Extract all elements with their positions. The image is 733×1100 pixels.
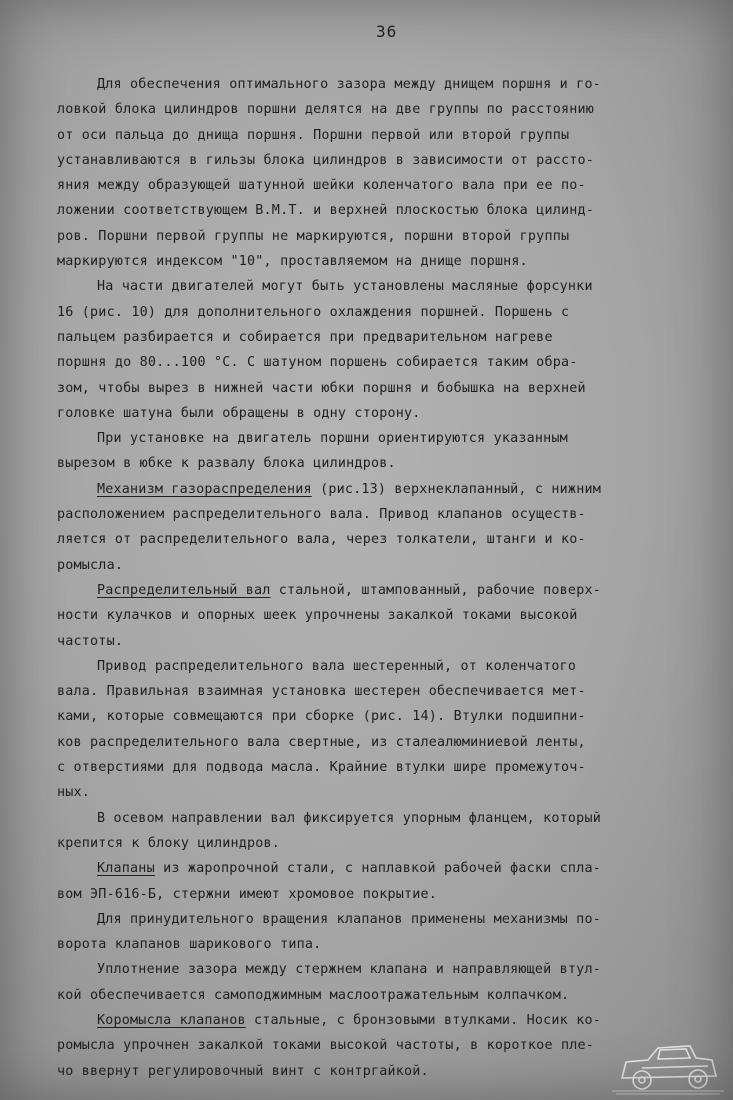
- text-line: [57, 123, 705, 148]
- line-text: пальцем разбирается и собирается при предварительном нагреве: [57, 329, 553, 345]
- text-line: [57, 957, 705, 982]
- paragraph: [57, 957, 705, 1008]
- paragraph: [57, 806, 705, 857]
- text-line: [57, 704, 705, 729]
- text-line: [57, 173, 705, 198]
- line-text: расположением распределительного вала. Привод клапанов осуществ-: [57, 507, 586, 523]
- paragraph: [57, 426, 705, 477]
- line-text: Для принудительного вращения клапанов применены механизмы по-: [97, 911, 601, 927]
- text-line: [57, 224, 705, 249]
- text-line: [57, 401, 705, 426]
- text-line: [57, 148, 705, 173]
- line-text: В осевом направлении вал фиксируется упорным фланцем, который: [97, 810, 601, 826]
- text-line: [57, 97, 705, 122]
- line-text: частоты.: [57, 633, 124, 649]
- text-line: [57, 603, 705, 628]
- text-line: [57, 1008, 705, 1033]
- line-text: ромысла.: [57, 557, 124, 573]
- text-line: [57, 198, 705, 223]
- text-line: [57, 730, 705, 755]
- text-line: [57, 629, 705, 654]
- line-text: чо ввернут регулировочный винт с контргайкой.: [57, 1063, 429, 1079]
- line-text: крепится к блоку цилиндров.: [57, 835, 281, 851]
- body-text: [57, 72, 705, 1084]
- paragraph: [57, 654, 705, 806]
- line-text: головке шатуна были обращены в одну сторону.: [57, 405, 421, 421]
- line-text: ков распределительного вала свертные, из сталеалюминиевой ленты,: [57, 734, 586, 750]
- line-text: ворота клапанов шарикового типа.: [57, 937, 322, 953]
- text-line: [57, 553, 705, 578]
- text-line: [57, 350, 705, 375]
- line-text: маркируются индексом "10", проставляемом на днище поршня.: [57, 254, 528, 270]
- text-line: [57, 325, 705, 350]
- text-line: [57, 274, 705, 299]
- line-text: Для обеспечения оптимального зазора между днищем поршня и го-: [97, 77, 601, 92]
- text-line: [57, 376, 705, 401]
- line-text: устанавливаются в гильзы блока цилиндров в зависимости от рассто-: [57, 152, 595, 168]
- text-line: [57, 1033, 705, 1058]
- text-line: [57, 654, 705, 679]
- line-text: от оси пальца до днища поршня. Поршни первой или второй группы: [57, 127, 570, 143]
- line-text: стальной, штампованный, рабочие поверх-: [270, 582, 601, 598]
- line-text: При установке на двигатель поршни ориентируются указанным: [97, 431, 568, 447]
- paragraph: [57, 1008, 705, 1084]
- line-text: стальные, с бронзовыми втулками. Носик ко-: [245, 1012, 601, 1028]
- text-line: [57, 578, 705, 603]
- text-line: [57, 907, 705, 932]
- paragraph: [57, 477, 705, 578]
- text-line: [57, 780, 705, 805]
- text-line: [57, 679, 705, 704]
- line-text: вом ЭП-616-Б, стержни имеют хромовое покрытие.: [57, 886, 438, 902]
- line-text: ложении соответствующем В.М.Т. и верхней плоскостью блока цилинд-: [57, 203, 595, 219]
- line-text: кой обеспечивается самоподжимным маслоотражательным колпачком.: [57, 987, 570, 1003]
- line-text: ности кулачков и опорных шеек упрочнены закалкой токами высокой: [57, 608, 578, 624]
- line-text: ляется от распределительного вала, через толкатели, штанги и ко-: [57, 532, 586, 548]
- text-line: [57, 477, 705, 502]
- text-line: [57, 451, 705, 476]
- line-text: вырезом в юбке к развалу блока цилиндров.: [57, 456, 396, 472]
- text-line: [57, 527, 705, 552]
- line-text: зом, чтобы вырез в нижней части юбки поршня и бобышка на верхней: [57, 380, 586, 396]
- line-text: яния между образующей шатунной шейки коленчатого вала при ее по-: [57, 178, 586, 194]
- section-heading: Распределительный вал: [97, 582, 271, 598]
- text-line: [57, 755, 705, 780]
- page-number: 36: [376, 22, 398, 41]
- section-heading: Коромысла клапанов: [97, 1012, 246, 1028]
- text-line: [57, 1059, 705, 1084]
- line-text: Привод распределительного вала шестеренный, от коленчатого: [97, 658, 577, 674]
- text-line: [57, 72, 705, 97]
- line-text: ловкой блока цилиндров поршни делятся на две группы по расстоянию: [57, 102, 595, 118]
- line-text: с отверстиями для подвода масла. Крайние втулки шире промежуточ-: [57, 760, 586, 776]
- paragraph: [57, 907, 705, 958]
- line-text: 16 (рис. 10) для дополнительного охлаждения поршней. Поршень с: [57, 304, 570, 320]
- line-text: поршня до 80...100 °С. С шатуном поршень собирается таким обра-: [57, 355, 578, 371]
- text-line: [57, 806, 705, 831]
- line-text: из жаропрочной стали, с наплавкой рабочей фаски спла-: [154, 861, 601, 877]
- text-line: [57, 426, 705, 451]
- section-heading: Механизм газораспределения: [97, 481, 312, 497]
- section-heading: Клапаны: [97, 861, 155, 877]
- line-text: ных.: [57, 785, 91, 801]
- line-text: На части двигателей могут быть установлены масляные форсунки: [97, 279, 593, 295]
- text-line: [57, 932, 705, 957]
- line-text: Уплотнение зазора между стержнем клапана и направляющей втул-: [97, 962, 601, 978]
- truck-icon: [612, 1038, 724, 1096]
- line-text: ромысла упрочнен закалкой токами высокой частоты, в короткое пле-: [57, 1038, 595, 1054]
- text-line: [57, 502, 705, 527]
- text-line: [57, 300, 705, 325]
- paragraph: [57, 856, 705, 907]
- text-line: [57, 831, 705, 856]
- line-text: ками, которые совмещаются при сборке (рис. 14). Втулки подшипни-: [57, 709, 586, 725]
- text-line: [57, 882, 705, 907]
- line-text: вала. Правильная взаимная установка шестерен обеспечивается мет-: [57, 684, 586, 700]
- line-text: ров. Поршни первой группы не маркируются, поршни второй группы: [57, 228, 570, 244]
- text-line: [57, 983, 705, 1008]
- paragraph: [57, 578, 705, 654]
- paragraph: [57, 274, 705, 426]
- text-line: [57, 249, 705, 274]
- paragraph: [57, 72, 705, 274]
- text-line: [57, 856, 705, 881]
- line-text: (рис.13) верхнеклапанный, с нижним: [311, 481, 601, 497]
